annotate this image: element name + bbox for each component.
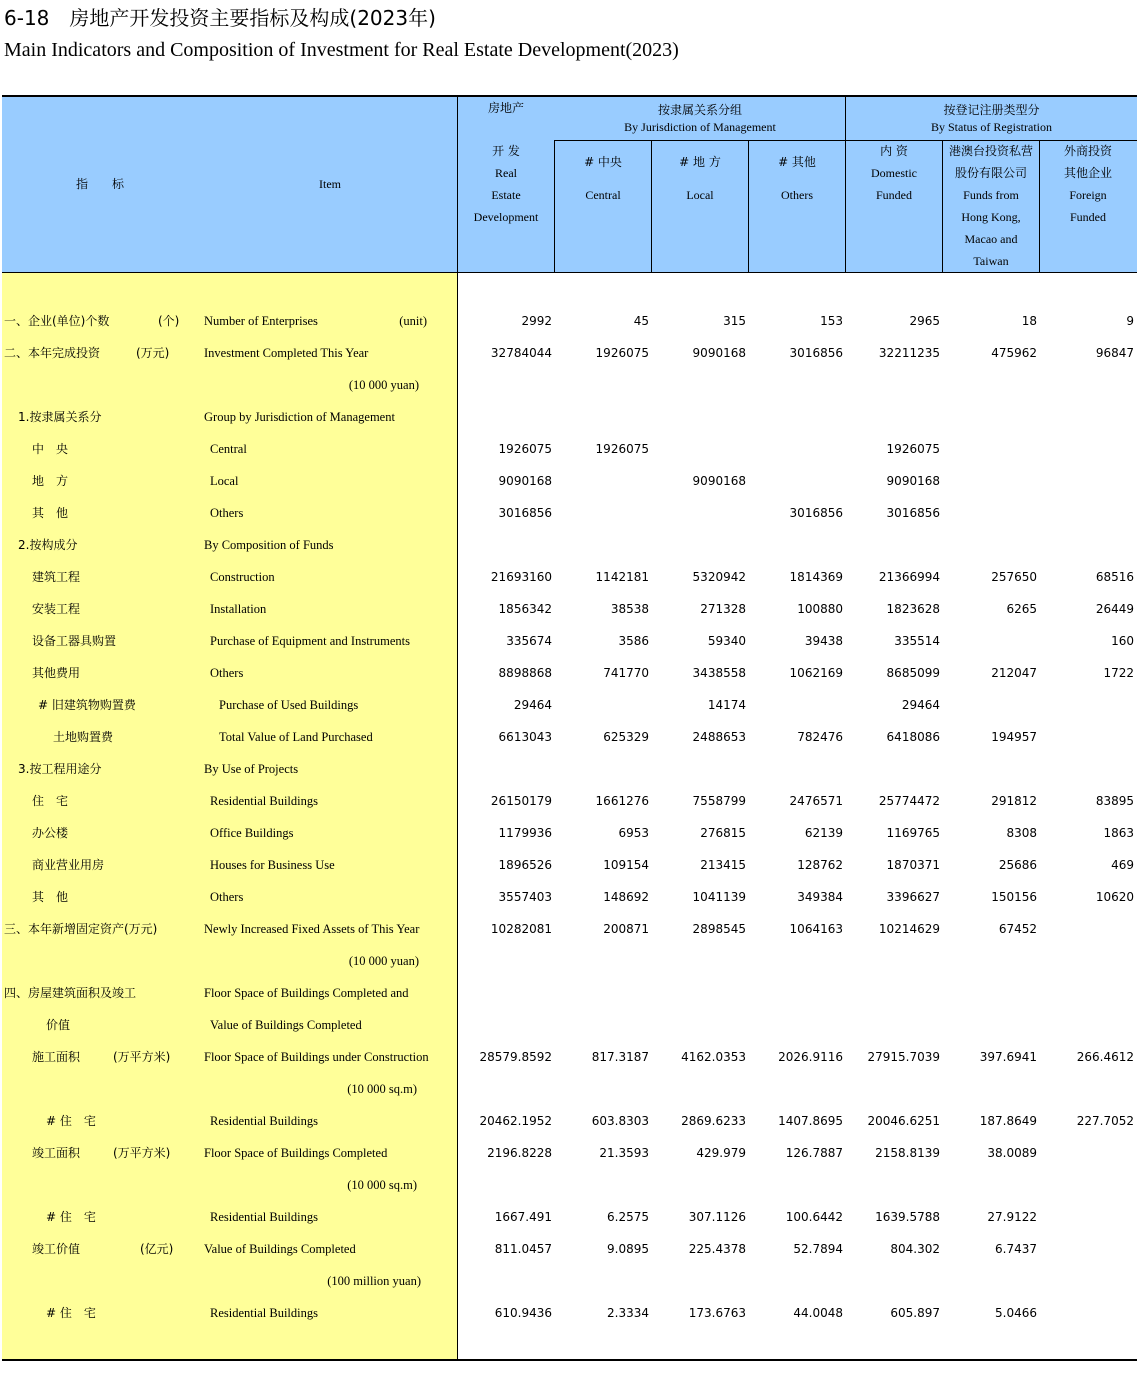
table-row	[0, 817, 1137, 849]
table-cell: 1407.8695	[778, 1114, 843, 1128]
table-cell: 625329	[603, 730, 649, 744]
table-cell: 1926075	[595, 346, 649, 360]
table-cell: 212047	[991, 666, 1037, 680]
table-cell: 1856342	[498, 602, 552, 616]
row-label-en: Floor Space of Buildings Completed	[204, 1146, 388, 1160]
table-cell: 9090168	[692, 474, 746, 488]
table-cell: 126.7887	[785, 1146, 843, 1160]
row-label-cn: 其 他	[32, 890, 69, 904]
row-label-en: Central	[210, 442, 247, 456]
row-label-cn: 设备工器具购置	[32, 634, 117, 648]
row-label-en: Value of Buildings Completed	[204, 1242, 356, 1256]
table-cell: 1896526	[498, 858, 552, 872]
table-cell: 2158.8139	[875, 1146, 940, 1160]
row-label-en: Others	[210, 890, 244, 904]
table-row	[0, 849, 1137, 881]
header-item-en: Item	[319, 177, 341, 191]
table-cell: 21.3593	[599, 1146, 649, 1160]
table-cell: 62139	[804, 826, 843, 840]
table-bottom-rule	[2, 1359, 1137, 1361]
table-cell: 349384	[797, 890, 843, 904]
table-cell: 6.2575	[607, 1210, 649, 1224]
table-cell: 67452	[998, 922, 1037, 936]
table-row	[0, 913, 1137, 945]
table-cell: 1639.5788	[875, 1210, 940, 1224]
table-cell: 315	[723, 314, 746, 328]
row-label-cn: 1.按隶属关系分	[18, 410, 102, 424]
row-unit-en: (unit)	[399, 314, 427, 328]
table-cell: 1814369	[789, 570, 843, 584]
row-label-en: Houses for Business Use	[210, 858, 335, 872]
row-label-en: Purchase of Equipment and Instruments	[210, 634, 410, 648]
row-label-en: By Composition of Funds	[204, 538, 334, 552]
table-cell: 397.6941	[979, 1050, 1037, 1064]
table-cell: 6418086	[886, 730, 940, 744]
header-group-registration-cn: 按登记注册类型分	[943, 103, 1040, 117]
table-cell: 194957	[991, 730, 1037, 744]
table-cell: 38.0089	[987, 1146, 1037, 1160]
table-cell: 6613043	[498, 730, 552, 744]
row-label-cn: 中 央	[32, 442, 69, 456]
table-row	[0, 785, 1137, 817]
page-title-en: Main Indicators and Composition of Investment for Real Estate Development(2023)	[4, 39, 679, 61]
table-cell: 2992	[521, 314, 552, 328]
table-cell: 603.8303	[591, 1114, 649, 1128]
table-cell: 29464	[901, 698, 940, 712]
header-total-en-2: Estate	[491, 188, 521, 202]
table-cell: 3016856	[789, 346, 843, 360]
table-row	[0, 561, 1137, 593]
table-cell: 1142181	[595, 570, 649, 584]
table-cell: 6953	[618, 826, 649, 840]
header-central-cn: # 中央	[584, 155, 622, 169]
table-cell: 10620	[1095, 890, 1134, 904]
table-cell: 100880	[797, 602, 843, 616]
table-cell: 213415	[700, 858, 746, 872]
row-label-cn: 施工面积	[32, 1050, 81, 1064]
row-label-en: Office Buildings	[210, 826, 294, 840]
table-row	[0, 1233, 1137, 1265]
table-cell: 811.0457	[494, 1242, 552, 1256]
row-unit-en: (10 000 yuan)	[348, 954, 419, 968]
row-label-en: Group by Jurisdiction of Management	[204, 410, 395, 424]
row-label-cn: 土地购置费	[53, 730, 114, 744]
table-cell: 96847	[1095, 346, 1134, 360]
table-cell: 225.4378	[688, 1242, 746, 1256]
table-cell: 160	[1111, 634, 1134, 648]
table-row	[0, 753, 1137, 785]
table-cell: 276815	[700, 826, 746, 840]
table-cell: 7558799	[692, 794, 746, 808]
table-cell: 610.9436	[494, 1306, 552, 1320]
table-row	[0, 945, 1137, 977]
row-label-en: Investment Completed This Year	[204, 346, 369, 360]
row-label-cn: 其他费用	[32, 666, 81, 680]
table-cell: 335514	[894, 634, 940, 648]
row-label-cn: 其 他	[32, 506, 69, 520]
table-cell: 9090168	[498, 474, 552, 488]
table-cell: 39438	[804, 634, 843, 648]
table-cell: 32784044	[490, 346, 552, 360]
row-unit-cn: (亿元)	[140, 1242, 174, 1256]
row-label-en: Purchase of Used Buildings	[219, 698, 359, 712]
row-label-en: Floor Space of Buildings Completed and	[204, 986, 409, 1000]
table-cell: 3016856	[498, 506, 552, 520]
table-cell: 25774472	[878, 794, 940, 808]
header-others-cn: # 其他	[778, 155, 816, 169]
table-cell: 3438558	[692, 666, 746, 680]
table-cell: 200871	[603, 922, 649, 936]
table-cell: 1041139	[692, 890, 746, 904]
row-unit-en: (10 000 sq.m)	[347, 1178, 417, 1192]
table-cell: 153	[820, 314, 843, 328]
table-row	[0, 1137, 1137, 1169]
table-cell: 1926075	[498, 442, 552, 456]
table-row	[0, 529, 1137, 561]
row-label-cn: 四、房屋建筑面积及竣工	[4, 986, 137, 1000]
table-cell: 27915.7039	[867, 1050, 940, 1064]
table-cell: 10282081	[490, 922, 552, 936]
header-item-cn: 指 标	[75, 177, 124, 191]
table-cell: 2965	[909, 314, 940, 328]
table-cell: 1667.491	[494, 1210, 552, 1224]
table-cell: 25686	[998, 858, 1037, 872]
header-group-registration-en: By Status of Registration	[931, 120, 1052, 134]
table-cell: 2488653	[692, 730, 746, 744]
table-row	[0, 689, 1137, 721]
table-cell: 10214629	[878, 922, 940, 936]
table-cell: 1062169	[789, 666, 843, 680]
row-label-en: Newly Increased Fixed Assets of This Year	[204, 922, 420, 936]
header-domestic-en-1: Domestic	[871, 166, 917, 180]
row-unit-en: (10 000 yuan)	[348, 378, 419, 392]
table-cell: 605.897	[890, 1306, 940, 1320]
table-cell: 45	[633, 314, 649, 328]
row-label-en: Residential Buildings	[210, 1210, 318, 1224]
row-label-cn: # 住 宅	[46, 1306, 96, 1320]
header-total-en-3: Development	[473, 210, 539, 224]
header-central-en: Central	[585, 188, 621, 202]
table-cell: 5320942	[692, 570, 746, 584]
table-cell: 32211235	[878, 346, 940, 360]
table-cell: 148692	[603, 890, 649, 904]
row-label-cn: 地 方	[32, 474, 69, 488]
header-hkmt-cn-1: 港澳台投资私营	[948, 144, 1033, 158]
table-row	[0, 721, 1137, 753]
table-cell: 1823628	[886, 602, 940, 616]
table-row	[0, 1105, 1137, 1137]
row-label-en: Residential Buildings	[210, 1114, 318, 1128]
header-hkmt-en-2: Hong Kong,	[961, 210, 1021, 224]
table-cell: 2898545	[692, 922, 746, 936]
table-cell: 187.8649	[979, 1114, 1037, 1128]
table-cell: 469	[1111, 858, 1134, 872]
table-row	[0, 1073, 1137, 1105]
table-row	[0, 465, 1137, 497]
table-cell: 5.0466	[995, 1306, 1037, 1320]
table-cell: 109154	[603, 858, 649, 872]
table-cell: 21693160	[490, 570, 552, 584]
header-hkmt-cn-2: 股份有限公司	[954, 166, 1027, 180]
row-label-cn: 2.按构成分	[18, 538, 78, 552]
table-cell: 2.3334	[607, 1306, 649, 1320]
table-cell: 8685099	[886, 666, 940, 680]
table-cell: 475962	[991, 346, 1037, 360]
table-row	[0, 1297, 1137, 1329]
table-cell: 29464	[513, 698, 552, 712]
row-label-en: Value of Buildings Completed	[210, 1018, 362, 1032]
row-unit-cn: (万元)	[136, 346, 170, 360]
table-cell: 3016856	[886, 506, 940, 520]
table-cell: 3557403	[498, 890, 552, 904]
table-cell: 1863	[1103, 826, 1134, 840]
table-row	[0, 433, 1137, 465]
table-row	[0, 625, 1137, 657]
table-row	[0, 305, 1137, 337]
table-cell: 1926075	[595, 442, 649, 456]
table-cell: 2026.9116	[778, 1050, 843, 1064]
page-title-cn: 6-18 房地产开发投资主要指标及构成(2023年)	[4, 6, 436, 30]
table-cell: 429.979	[696, 1146, 746, 1160]
table-cell: 335674	[506, 634, 552, 648]
row-unit-en: (100 million yuan)	[327, 1274, 421, 1288]
row-unit-cn: (个)	[158, 314, 180, 328]
table-cell: 266.4612	[1076, 1050, 1134, 1064]
header-group-jurisdiction-cn: 按隶属关系分组	[657, 103, 742, 117]
header-total-en-1: Real	[495, 166, 517, 180]
row-label-cn: # 旧建筑物购置费	[38, 698, 136, 712]
row-label-cn: 二、本年完成投资	[4, 346, 101, 360]
table-cell: 9.0895	[607, 1242, 649, 1256]
row-label-cn: 3.按工程用途分	[18, 762, 102, 776]
header-foreign-cn-1: 外商投资	[1063, 144, 1112, 158]
header-bottom-rule	[2, 272, 1137, 273]
header-local-en: Local	[686, 188, 714, 202]
table-cell: 52.7894	[793, 1242, 843, 1256]
table-cell: 68516	[1095, 570, 1134, 584]
table-cell: 100.6442	[785, 1210, 843, 1224]
table-cell: 83895	[1095, 794, 1134, 808]
table-cell: 26449	[1095, 602, 1134, 616]
row-label-en: Residential Buildings	[210, 794, 318, 808]
row-label-en: Others	[210, 506, 244, 520]
table-cell: 150156	[991, 890, 1037, 904]
table-cell: 817.3187	[591, 1050, 649, 1064]
table-cell: 2196.8228	[487, 1146, 552, 1160]
table-row	[0, 369, 1137, 401]
table-row	[0, 977, 1137, 1009]
header-domestic-en-2: Funded	[876, 188, 912, 202]
row-label-cn: 竣工面积	[32, 1146, 81, 1160]
table-row	[0, 657, 1137, 689]
row-unit-cn: (万平方米)	[113, 1146, 171, 1160]
table-cell: 18	[1021, 314, 1037, 328]
row-label-en: Construction	[210, 570, 275, 584]
header-local-cn: # 地 方	[679, 155, 721, 169]
header-hkmt-en-4: Taiwan	[973, 254, 1009, 268]
header-hkmt-en-1: Funds from	[963, 188, 1019, 202]
table-cell: 3396627	[886, 890, 940, 904]
header-total-cn-1: 房地产	[487, 101, 524, 115]
table-cell: 1169765	[886, 826, 940, 840]
row-label-en: Floor Space of Buildings under Construction	[204, 1050, 429, 1064]
row-label-cn: 三、本年新增固定资产(万元)	[4, 922, 158, 936]
row-label-en: Local	[210, 474, 239, 488]
table-cell: 1064163	[789, 922, 843, 936]
table-cell: 271328	[700, 602, 746, 616]
row-unit-en: (10 000 sq.m)	[347, 1082, 417, 1096]
table-cell: 2476571	[789, 794, 843, 808]
table-cell: 1926075	[886, 442, 940, 456]
table-cell: 21366994	[878, 570, 940, 584]
table-cell: 128762	[797, 858, 843, 872]
table-cell: 257650	[991, 570, 1037, 584]
table-cell: 173.6763	[688, 1306, 746, 1320]
table-cell: 6.7437	[995, 1242, 1037, 1256]
table-cell: 14174	[707, 698, 746, 712]
row-label-en: Others	[210, 666, 244, 680]
table-cell: 2869.6233	[681, 1114, 746, 1128]
table-cell: 291812	[991, 794, 1037, 808]
table-cell: 28579.8592	[479, 1050, 552, 1064]
table-cell: 44.0048	[793, 1306, 843, 1320]
table-cell: 1179936	[498, 826, 552, 840]
table-cell: 4162.0353	[681, 1050, 746, 1064]
table-cell: 3586	[618, 634, 649, 648]
row-label-cn: 商业营业用房	[32, 858, 105, 872]
header-total-cn-2: 开 发	[492, 144, 520, 158]
row-label-cn: 竣工价值	[32, 1242, 81, 1256]
row-label-cn: 安装工程	[32, 602, 81, 616]
table-cell: 741770	[603, 666, 649, 680]
table-cell: 9	[1126, 314, 1134, 328]
header-domestic-cn: 内 资	[880, 144, 908, 158]
table-cell: 20046.6251	[867, 1114, 940, 1128]
row-label-cn: 建筑工程	[32, 570, 81, 584]
row-label-en: Number of Enterprises	[204, 314, 318, 328]
table-cell: 59340	[707, 634, 746, 648]
row-label-cn: # 住 宅	[46, 1210, 96, 1224]
table-row	[0, 497, 1137, 529]
header-group-jurisdiction-en: By Jurisdiction of Management	[624, 120, 776, 134]
table-row	[0, 881, 1137, 913]
row-label-en: Total Value of Land Purchased	[219, 730, 373, 744]
header-hkmt-en-3: Macao and	[964, 232, 1018, 246]
row-label-en: By Use of Projects	[204, 762, 299, 776]
row-label-cn: # 住 宅	[46, 1114, 96, 1128]
table-cell: 782476	[797, 730, 843, 744]
row-label-cn: 价值	[46, 1018, 71, 1032]
row-label-cn: 住 宅	[32, 794, 69, 808]
table-row	[0, 1201, 1137, 1233]
table-cell: 3016856	[789, 506, 843, 520]
table-cell: 9090168	[886, 474, 940, 488]
table-cell: 1661276	[595, 794, 649, 808]
table-cell: 8898868	[498, 666, 552, 680]
row-unit-cn: (万平方米)	[113, 1050, 171, 1064]
table-row	[0, 1265, 1137, 1297]
row-label-cn: 一、企业(单位)个数	[4, 314, 110, 328]
header-foreign-cn-2: 其他企业	[1063, 166, 1112, 180]
table-cell: 26150179	[490, 794, 552, 808]
table-cell: 6265	[1006, 602, 1037, 616]
table-cell: 38538	[610, 602, 649, 616]
table-row	[0, 1009, 1137, 1041]
table-cell: 27.9122	[987, 1210, 1037, 1224]
table-cell: 804.302	[890, 1242, 940, 1256]
header-others-en: Others	[781, 188, 813, 202]
table-cell: 8308	[1006, 826, 1037, 840]
row-label-en: Installation	[210, 602, 267, 616]
table-row	[0, 1169, 1137, 1201]
row-label-en: Residential Buildings	[210, 1306, 318, 1320]
table-row	[0, 1041, 1137, 1073]
table-cell: 1722	[1103, 666, 1134, 680]
table-cell: 227.7052	[1076, 1114, 1134, 1128]
table-cell: 307.1126	[688, 1210, 746, 1224]
table-cell: 1870371	[886, 858, 940, 872]
table-row	[0, 337, 1137, 369]
table-row	[0, 401, 1137, 433]
header-foreign-en-2: Funded	[1070, 210, 1106, 224]
table-cell: 20462.1952	[479, 1114, 552, 1128]
table-cell: 9090168	[692, 346, 746, 360]
table-row	[0, 593, 1137, 625]
header-foreign-en-1: Foreign	[1069, 188, 1107, 202]
row-label-cn: 办公楼	[32, 826, 69, 840]
